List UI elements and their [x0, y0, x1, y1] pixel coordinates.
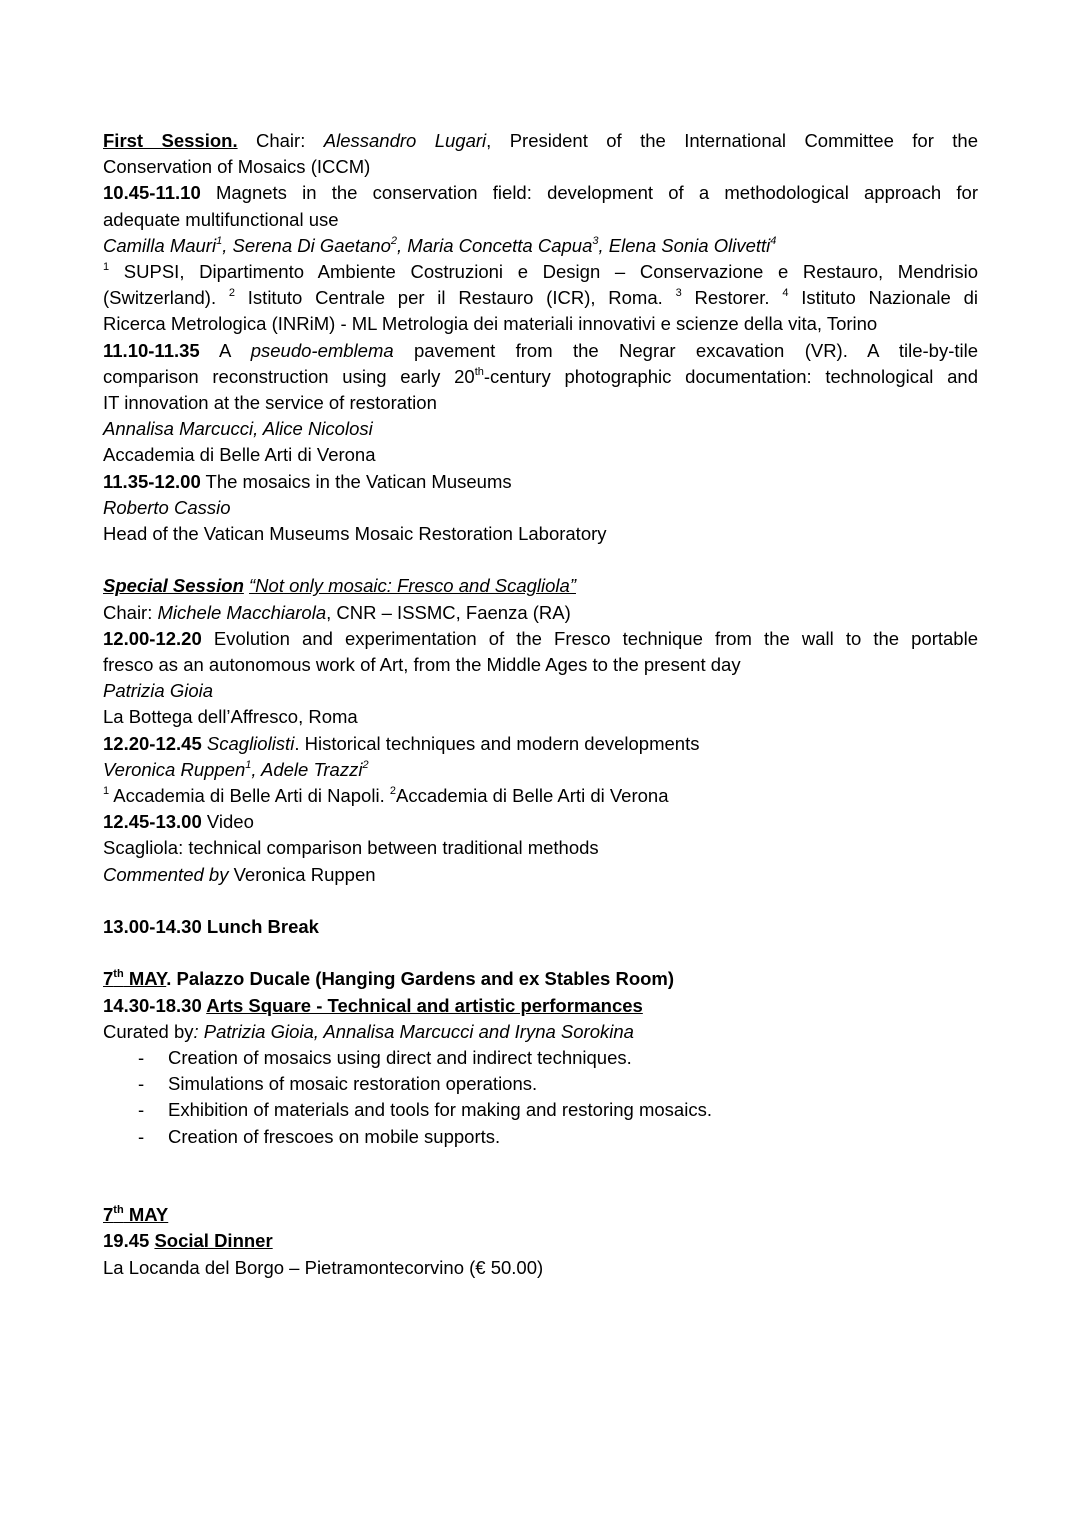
- spacer: [103, 888, 978, 914]
- talk-title-line: 12.00-12.20 Evolution and experimentation of the Fresco technique from the wall to the portable: [103, 627, 978, 649]
- talk-title-continued: fresco as an autonomous work of Art, from the Middle Ages to the present day: [103, 654, 741, 676]
- chair-label: Chair:: [237, 130, 324, 151]
- talk-authors: Veronica Ruppen$^1$, Adele Trazzi$^2$: [103, 758, 369, 780]
- talk-title: Magnets in the conservation field: development of a methodological approach for: [200, 182, 978, 204]
- afternoon-venue: . Palazzo Ducale (Hanging Gardens and ex Stables Room): [166, 968, 675, 990]
- afternoon-curators: Curated by: Patrizia Gioia, Annalisa Marcucci and Iryna Sorokina: [103, 1020, 634, 1042]
- list-item: - Creation of frescoes on mobile supports.: [138, 1125, 501, 1147]
- special-session-chair: Chair: Michele Macchiarola, CNR – ISSMC, Faenza (RA): [103, 601, 571, 623]
- talk-title-continued: adequate multifunctional use: [103, 208, 339, 230]
- talk-authors: Camilla Mauri$^1$, Serena Di Gaetano$^2$, Maria Concetta Capua$^3$, Elena Sonia Olivetti$^4$: [103, 234, 777, 256]
- talk-title-end: IT innovation at the service of restoration: [103, 392, 437, 414]
- talk-authors: Annalisa Marcucci, Alice Nicolosi: [103, 418, 373, 440]
- talk-title-line: [103, 180, 978, 206]
- talk-author: Roberto Cassio: [103, 496, 231, 518]
- evening-time: 19.45: [103, 1230, 155, 1252]
- talk-time: 12.45-13.00: [103, 811, 202, 833]
- talk-commentator: Commented by Veronica Ruppen: [103, 863, 376, 885]
- spacer: [103, 940, 978, 966]
- talk-affiliations: $^1$ SUPSI, Dipartimento Ambiente Costruzioni e Design – Conservazione e Restauro, Mendrisio: [103, 260, 978, 283]
- talk-affiliations-continued: (Switzerland). $^2$ Istituto Centrale per il Restauro (ICR), Roma. $^3$ Restorer. $^4$ Istituto Nazionale di: [103, 287, 978, 309]
- talk-title-line: 11.10-11.35 A pseudo-emblema pavement from the Negrar excavation (VR). A tile-by-tile: [103, 339, 978, 361]
- chair-role-continued: Conservation of Mosaics (ICCM): [103, 156, 371, 178]
- talk-title-line: 12.45-13.00 Video: [103, 811, 254, 833]
- afternoon-date-venue: [103, 966, 978, 992]
- talk-title-line: 11.35-12.00 The mosaics in the Vatican Museums: [103, 470, 512, 492]
- afternoon-time: 14.30-18.30: [103, 994, 207, 1016]
- special-session-subtitle: “Not only mosaic: Fresco and Scagliola”: [249, 575, 576, 597]
- talk-title-line: 12.20-12.45 Scagliolisti. Historical techniques and modern developments: [103, 732, 700, 754]
- first-session-chair-line: [103, 128, 978, 154]
- afternoon-title: Arts Square - Technical and artistic performances: [206, 994, 643, 1016]
- talk-time: 12.20-12.45: [103, 732, 202, 754]
- special-session-heading-line: [103, 573, 978, 599]
- first-session-heading: First Session.: [103, 130, 238, 151]
- programme-content: [103, 128, 978, 1281]
- talk-time: 12.00-12.20: [103, 627, 202, 649]
- talk-affiliation: Accademia di Belle Arti di Verona: [103, 444, 376, 466]
- activity-list: [103, 1045, 978, 1150]
- talk-time: 10.45-11.10: [103, 182, 201, 204]
- spacer: [103, 547, 978, 573]
- afternoon-title-line: [103, 993, 978, 1019]
- chair-name: Alessandro Lugari: [323, 130, 487, 151]
- spacer: [103, 1150, 978, 1202]
- talk-time: 11.35-12.00: [103, 470, 201, 492]
- lunch-break: 13.00-14.30 Lunch Break: [103, 916, 319, 938]
- afternoon-date: 7th MAY: [103, 968, 167, 990]
- talk-author: Patrizia Gioia: [103, 680, 214, 702]
- talk-affiliation: Head of the Vatican Museums Mosaic Restoration Laboratory: [103, 523, 607, 545]
- list-item: - Exhibition of materials and tools for making and restoring mosaics.: [138, 1099, 712, 1121]
- talk-affiliations: $^1$ Accademia di Belle Arti di Napoli. $^2$Accademia di Belle Arti di Verona: [103, 784, 669, 807]
- special-session-heading: Special Session: [103, 575, 244, 597]
- evening-venue: La Locanda del Borgo – Pietramontecorvino (€ 50.00): [103, 1256, 544, 1278]
- talk-title-continued: comparison reconstruction using early 20th-century photographic documentation: technological and: [103, 365, 978, 387]
- evening-title: Social Dinner: [154, 1230, 273, 1252]
- list-item: - Simulations of mosaic restoration operations.: [138, 1073, 538, 1095]
- list-item: - Creation of mosaics using direct and indirect techniques.: [138, 1047, 632, 1069]
- chair-role: , President of the International Committee for the: [486, 130, 978, 151]
- talk-affiliation: La Bottega dell’Affresco, Roma: [103, 706, 358, 728]
- talk-subtitle: Scagliola: technical comparison between traditional methods: [103, 837, 599, 859]
- evening-date: 7th MAY: [103, 1204, 169, 1226]
- talk-affiliations-end: Ricerca Metrologica (INRiM) - ML Metrologia dei materiali innovativi e scienze della vita, Torino: [103, 313, 878, 335]
- talk-time: 11.10-11.35: [103, 339, 200, 361]
- evening-title-line: [103, 1228, 978, 1254]
